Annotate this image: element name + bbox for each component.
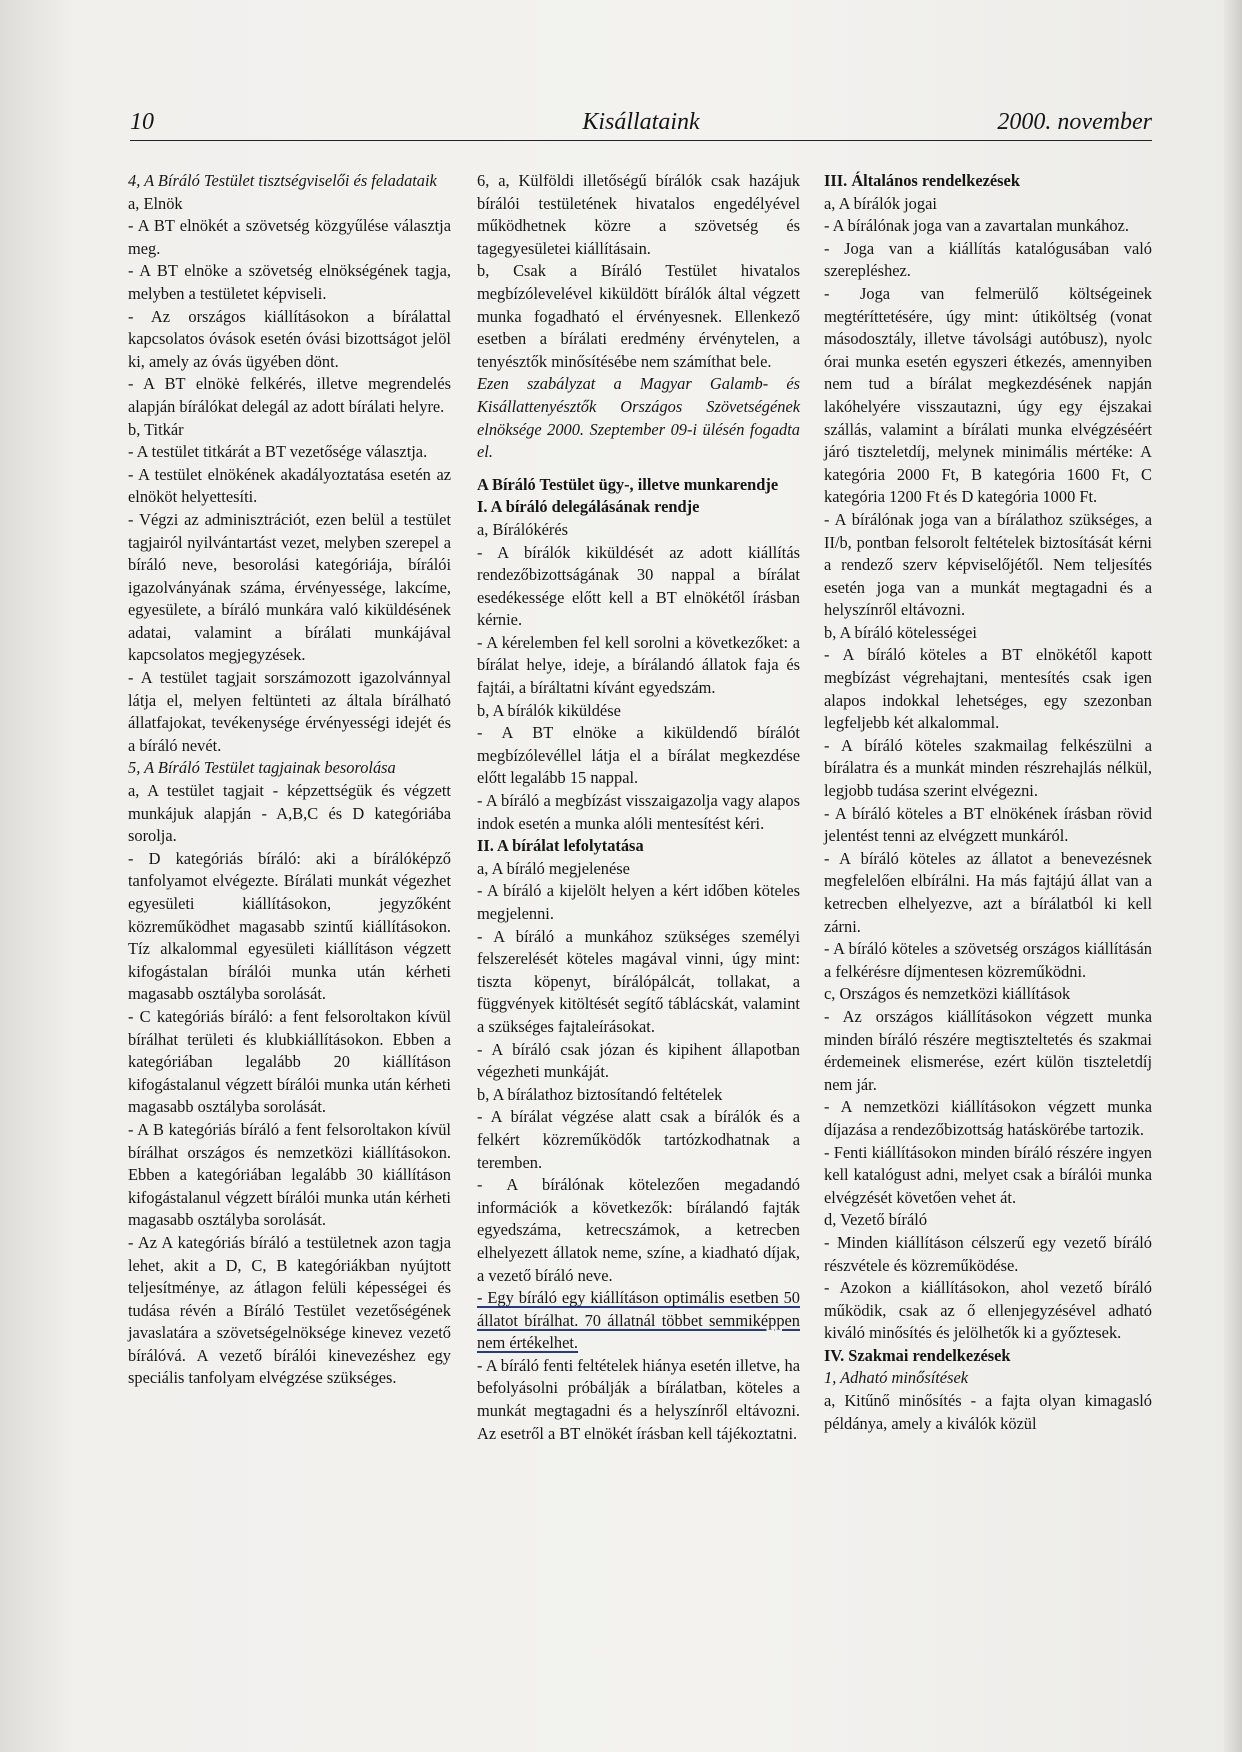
paragraph: b, A bírálók kiküldése [477,700,621,720]
page-number: 10 [130,109,154,135]
paragraph: - A BT elnöke a kiküldendő bírálót megbízólevéllel látja el a bírálat megkezdése előtt legalább 15 nappal. [477,723,800,788]
text-column-3 [824,170,1152,1435]
paragraph: - Az országos kiállításokon a bírálattal kapcsolatos óvások esetén óvási bizottságot jelöl ki, amely az óvás ügyében dönt. [128,306,451,371]
paragraph: - A B kategóriás bíráló a fent felsoroltakon kívül bírálhat országos és nemzetközi kiállításokon. Ebben a kategóriában legalább 30 kiállításon kifogástalanul végzett bírálói munka után kérheti magasabb osztályba sorolását. [128,1119,451,1230]
section-heading: III. Általános rendelkezések [824,171,1020,190]
paragraph: - A bíráló köteles a szövetség országos kiállításán a felkérésre díjmentesen közreműködni. [824,939,1152,981]
paragraph: b, Titkár [128,419,184,439]
italic-paragraph: 5, A Bíráló Testület tagjainak besorolása [128,758,396,778]
paragraph: - A testület tagjait sorszámozott igazolvánnyal látja el, melyen feltünteti az általa bírálható állatfajokat, tevékenysége érvényességi idejét és a bíráló nevét. [128,668,451,755]
paragraph: b, Csak a Bíráló Testület hivatalos megbízólevelével kiküldött bírálók által végzett munka fogadható el érvényesnek. Ellenkező esetben a bírálati eredmény érvénytelen, a tenyésztők minősítésébe nem számíthat bele. [477,261,800,371]
paragraph: - Azokon a kiállításokon, ahol vezető bíráló működik, csak az ő ellenjegyzésével adható kiváló minősítés és jelölhetők ki a győztesek. [824,1278,1152,1343]
paragraph: a, A bírálók jogai [824,193,937,213]
section-heading: IV. Szakmai rendelkezések [824,1345,1011,1365]
paragraph: - A bíráló köteles az állatot a benevezésnek megfelelően elbírálni. Ha más fajtájú állat van a ketrecben elhelyezve, azt a bírálatból ki kell zárni. [824,848,1152,936]
paragraph: - A bíráló a munkához szükséges személyi felszerelését köteles magával vinni, úgy mint: tiszta köpenyt, bírálópálcát, tollakat, a függvények kitöltését segítő táblácskát, valamint a szükséges fajtaleírásokat. [477,926,800,1036]
paragraph: b, A bírálathoz biztosítandó feltételek [477,1084,723,1104]
paragraph: - C kategóriás bíráló: a fent felsoroltakon kívül bírálhat területi és klubkiállításokon. Ebben a kategóriában legalább 20 kiállításon kifogástalanul végzett bírálói munka után kérheti magasabb osztályba sorolását. [128,1006,451,1117]
paragraph: a, Kitűnő minősítés - a fajta olyan kimagasló példánya, amely a kiválók közül [824,1391,1152,1433]
paragraph: - A kérelemben fel kell sorolni a következőket: a bírálat helye, ideje, a bírálandó állatok faja és fajtái, a bíráltatni kívánt egyedszám. [477,632,800,698]
paragraph: - A bírálónak joga van a bírálathoz szükséges, a II/b, pontban felsorolt feltételek biztosítását kérni a rendező szerv képviselőjétől. Nem teljesítés esetén joga van a munkát megtagadni és a helyszínről eltávozni. [824,509,1152,620]
magazine-title: Kisállataink [582,109,700,135]
paragraph: - D kategóriás bíráló: aki a bírálóképző tanfolyamot elvégezte. Bírálati munkát végezhet egyesületi kiállításokon, jegyzőként közreműködhet magasabb szintű kiállításokon. Tíz alkalommal egyesületi kiállításon végzett kifogástalan bírálói munka után kérheti magasabb osztályba sorolását. [128,848,451,1004]
paragraph-spacer [477,464,800,474]
paragraph: - Végzi az adminisztrációt, ezen belül a testület tagjairól nyilvántartást vezet, melyben szerepel a bíráló neve, besorolási kategóriája, bírálói igazolványának száma, érvényessége, lakcíme, egyesülete, a bíráló munkára való kiküldésének adatai, valamint a bírálati munkájával kapcsolatos megjegyzések. [128,509,451,665]
paragraph: - A bírálók kiküldését az adott kiállítás rendezőbizottságának 30 nappal a bírálat esedékessége előtt kell a BT elnökétől írásban kérnie. [477,542,800,630]
paragraph: - A bíráló a megbízást visszaigazolja vagy alapos indok esetén a munka alóli mentesítést kéri. [477,791,800,833]
paragraph: - Az A kategóriás bíráló a testületnek azon tagja lehet, akit a D, C, B kategóriákban nyújtott teljesítménye, az átlagon felüli képességei és tudása révén a Bíráló Testület vezetőségének javaslatára a szövetségelnöksége kinevez vezető bírálóvá. A vezető bírálói kinevezéshez egy speciális tanfolyam elvégzése szükséges. [128,1232,451,1388]
paragraph: 6, a, Külföldi illetőségű bírálók csak hazájuk bírálói testületének hivatalos engedélyével működhetnek közre a szövetség és tagegyesületei kiállításain. [477,171,800,258]
paragraph: c, Országos és nemzetközi kiállítások [824,984,1071,1004]
annotated-paragraph: - Egy bíráló egy kiállításon optimális esetben 50 állatot bírálhat. 70 állatnál többet semmiképpen nem értékelhet. [477,1288,800,1353]
paragraph: d, Vezető bíráló [824,1210,928,1230]
paragraph: - A bírálónak kötelezően megadandó információk a következők: bírálandó fajták egyedszáma, ketrecszámok, a ketrecben elhelyezett állatok neme, színe, a kiadható díjak, a vezető bíráló neve. [477,1175,800,1285]
paragraph: a, Bírálókérés [477,519,569,539]
text-column-1 [128,170,451,1390]
paragraph: - A bíráló a kijelölt helyen a kért időben köteles megjelenni. [477,881,800,923]
section-heading: II. A bírálat lefolytatása [477,836,644,856]
section-heading: I. A bíráló delegálásának rendje [477,497,700,517]
paragraph: a, A testület tagjait - képzettségük és végzett munkájuk alapján - A,B,C és D kategóriába sorolja. [128,781,451,846]
paragraph: - A bíráló fenti feltételek hiánya esetén illetve, ha befolyásolni próbálják a bírálatban, köteles a munkát megtagadni és a helyszínről eltávozni. Az esetről a BT elnökét írásban kell tájékoztatni. [477,1355,800,1443]
page-edge-shadow [1224,0,1242,1752]
paragraph: - A bíráló köteles a BT elnökétől kapott megbízást végrehajtani, mentesítés csak igen alapos indokkal lehetséges, egy szezonban legfeljebb két alkalommal. [824,645,1152,733]
italic-paragraph: Ezen szabályzat a Magyar Galamb- és Kisállattenyésztők Országos Szövetségének elnöksége 2000. Szeptember 09-i ülésén fogadta el. [477,374,800,462]
paragraph: - A bírálat végzése alatt csak a bírálók és a felkért közreműködők tartózkodhatnak a teremben. [477,1107,800,1172]
paragraph: - Joga van felmerülő költségeinek megtéríttetésére, úgy mint: útiköltség (vonat másodosztály, illetve távolsági autóbusz), nyolc órai munka esetén egyszeri étkezés, amennyiben nem tud a bírálat megkezdésének napján lakóhelyére visszautazni, úgy egy éjszakai szállás, valamint a bírálati munka elvégzéséért járó tiszteletdíj, melynek minimális mértéke: A kategória 2000 Ft, B kategória 1600 Ft, C kategória 1200 Ft és D kategória 1000 Ft. [824,283,1152,507]
paragraph: a, A bíráló megjelenése [477,858,630,878]
paragraph: - A testület elnökének akadályoztatása esetén az elnököt helyettesíti. [128,464,451,507]
paragraph: - Minden kiállításon célszerű egy vezető bíráló részvétele és közreműködése. [824,1232,1152,1275]
paragraph: - A bíráló köteles szakmailag felkészülni a bírálatra és a munkát minden részrehajlás nélkül, legjobb tudása szerint elvégezni. [824,735,1152,801]
paragraph: - Fenti kiállításokon minden bíráló részére ingyen kell katalógust adni, melyet csak a bírálói munka elvégzését követően vehet át. [824,1142,1152,1207]
paragraph: a, Elnök [128,193,183,213]
paragraph: - A BT elnökét a szövetség közgyűlése választja meg. [128,216,451,258]
italic-paragraph: 4, A Bíráló Testület tisztségviselői és feladataik [128,171,437,190]
paragraph: - A nemzetközi kiállításokon végzett munka díjazása a rendezőbizottság hatáskörébe tartozik. [824,1097,1152,1139]
paragraph: - A testület titkárát a BT vezetősége választja. [128,442,428,462]
paragraph: - Joga van a kiállítás katalógusában való szerepléshez. [824,238,1152,281]
paragraph: - A BT elnöke a szövetség elnökségének tagja, melyben a testületet képviseli. [128,261,451,303]
text-column-2 [477,170,800,1445]
page-header [130,108,1152,141]
paragraph: - A bíráló köteles a BT elnökének írásban rövid jelentést tenni az elvégzett munkáról. [824,803,1152,846]
issue-date: 2000. november [997,109,1152,135]
paragraph: - Az országos kiállításokon végzett munka minden bíráló részére megtiszteltetés és szakmai érdemeinek elismerése, ezért külön tiszteletdíj nem jár. [824,1006,1152,1094]
section-heading: A Bíráló Testület ügy-, illetve munkarendje [477,474,779,494]
paragraph: - A bíráló csak józan és kipihent állapotban végezheti munkáját. [477,1039,800,1082]
paragraph: - A bírálónak joga van a zavartalan munkához. [824,216,1129,236]
paragraph: - A BT elnökė felkérés, illetve megrendelés alapján bírálókat delegál az adott bírálati helyre. [128,374,451,416]
paragraph: b, A bíráló kötelességei [824,622,977,642]
italic-paragraph: 1, Adható minősítések [824,1368,969,1388]
